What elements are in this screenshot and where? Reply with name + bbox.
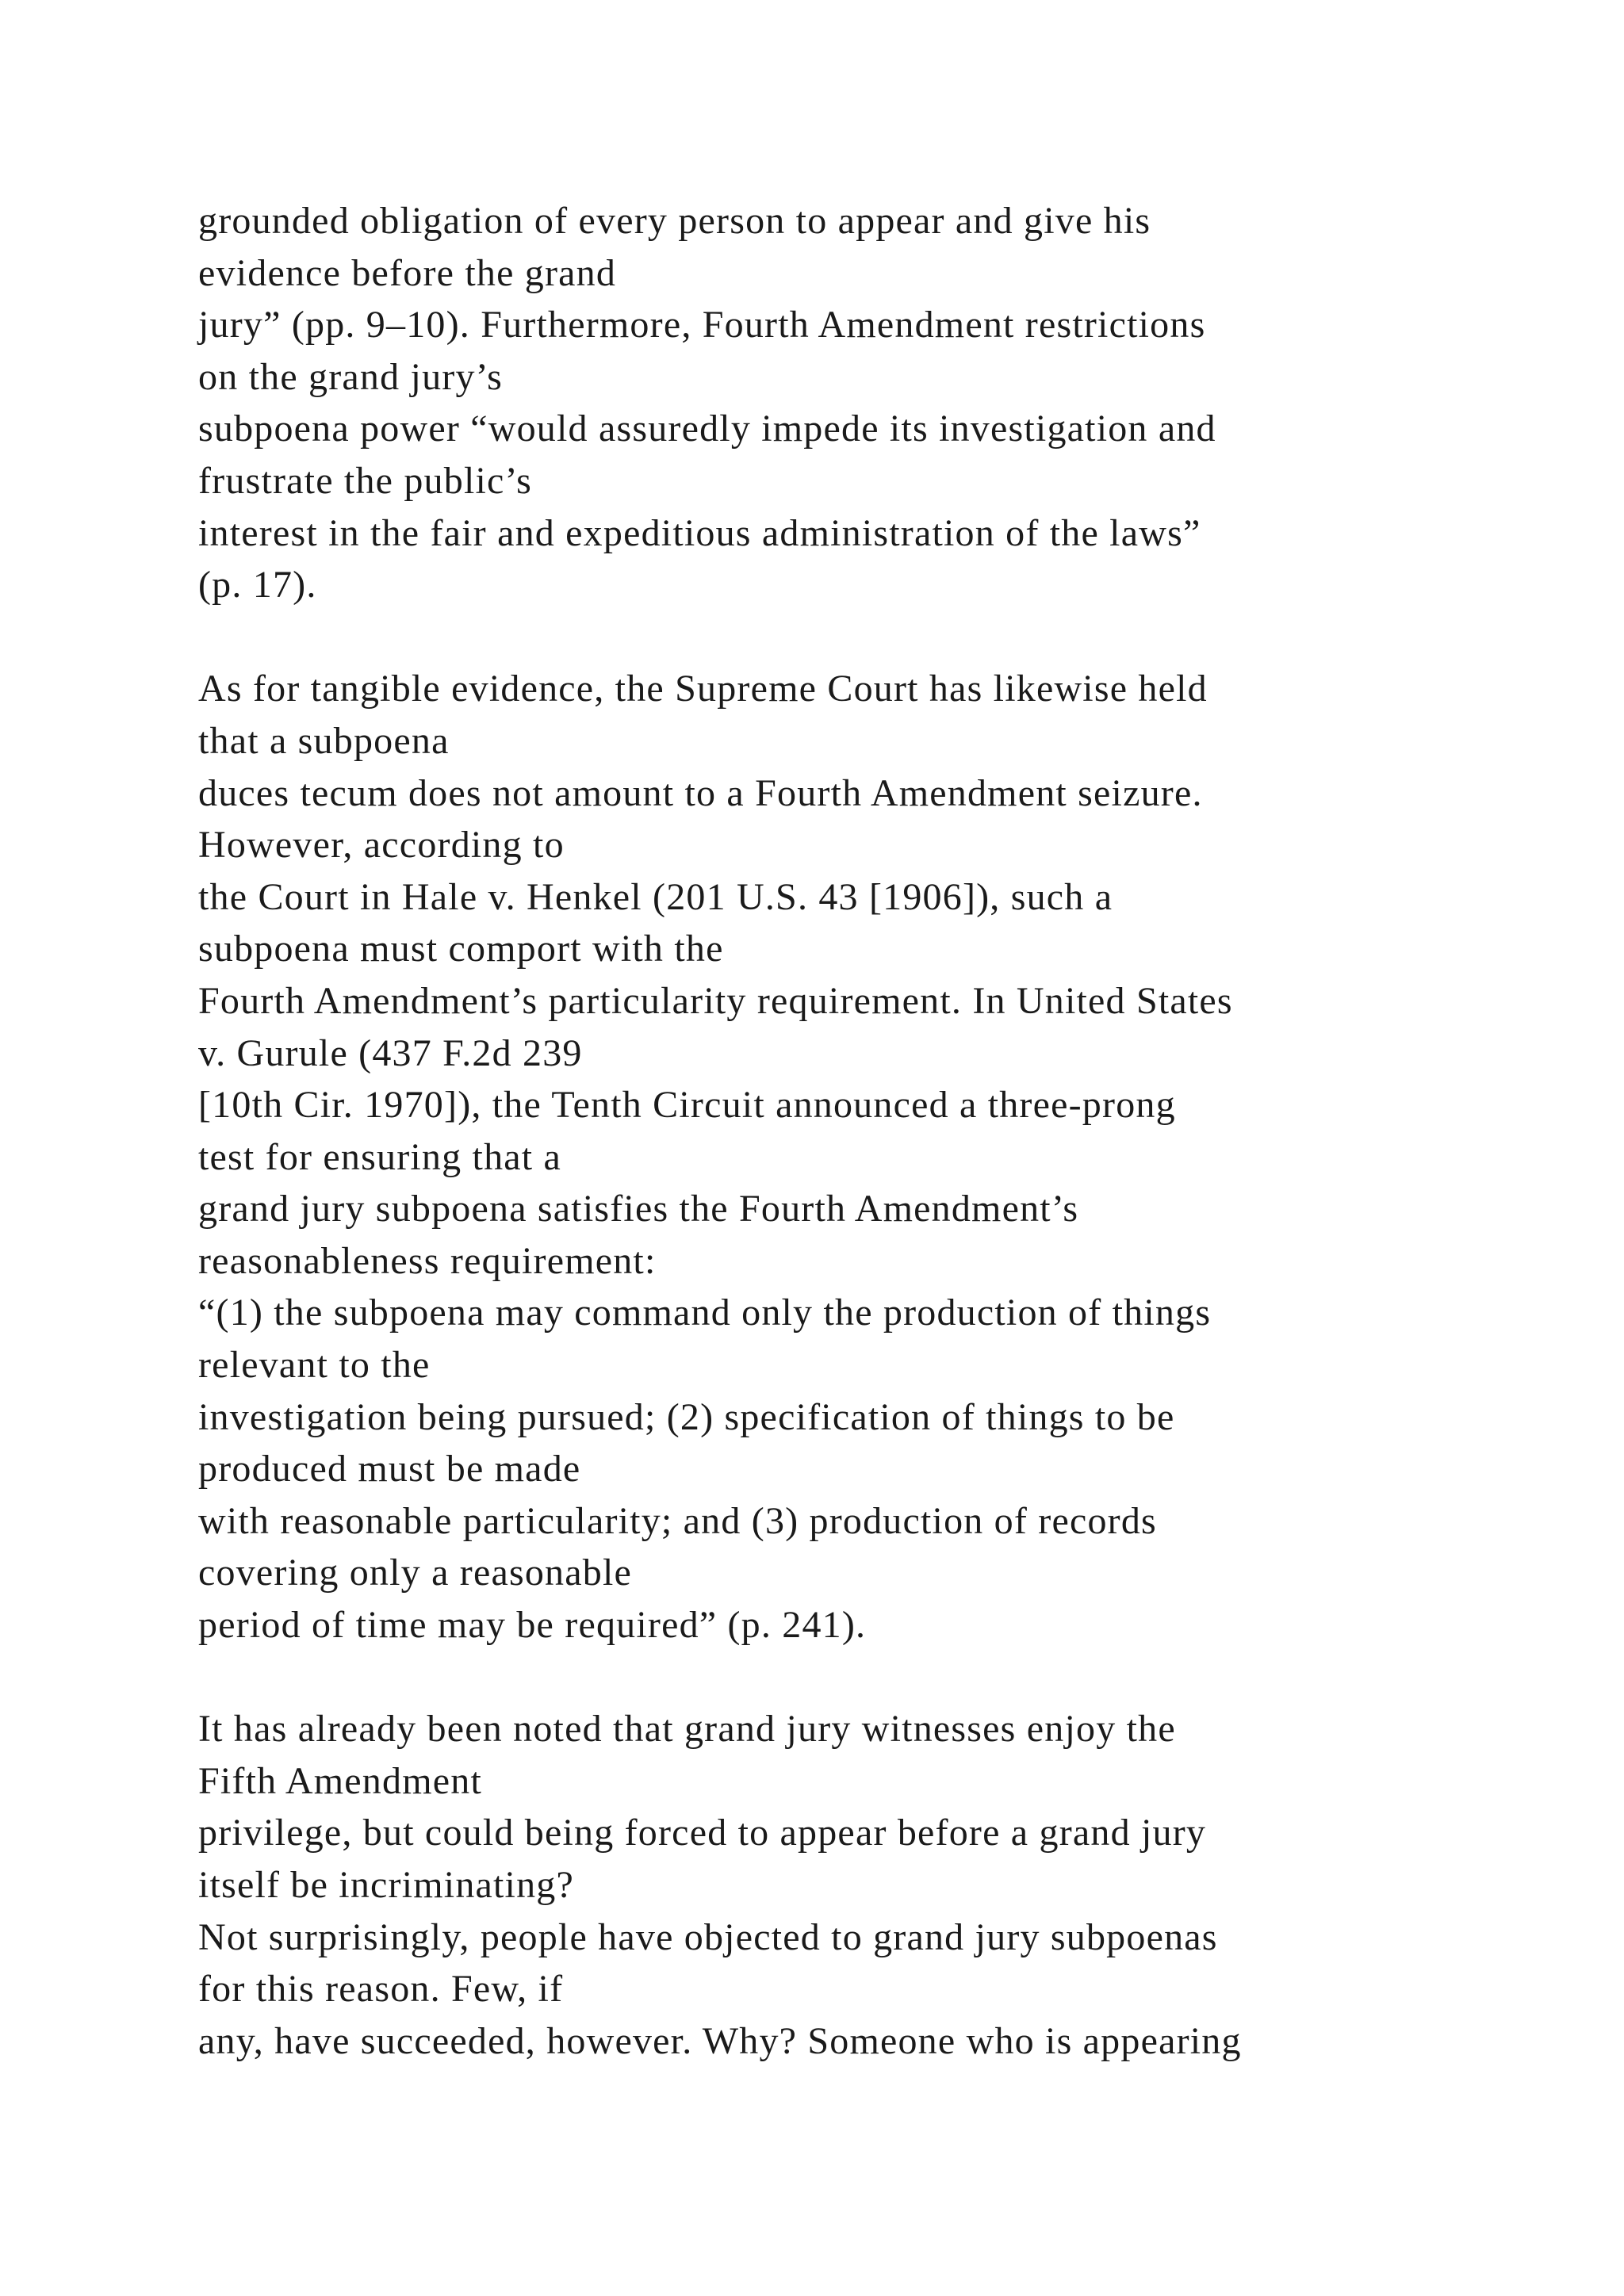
text-line: frustrate the public’s <box>198 459 532 502</box>
text-line: subpoena must comport with the <box>198 928 724 970</box>
text-line: period of time may be required” (p. 241). <box>198 1604 867 1647</box>
paragraph-3 <box>198 1703 1562 2067</box>
text-line: investigation being pursued; (2) specification of things to be <box>198 1395 1175 1438</box>
text-line: subpoena power “would assuredly impede its investigation and <box>198 408 1216 450</box>
text-line: reasonableness requirement: <box>198 1239 657 1282</box>
text-line: for this reason. Few, if <box>198 1968 564 2011</box>
text-line: jury” (pp. 9–10). Furthermore, Fourth Amendment restrictions <box>198 304 1206 346</box>
text-line: “(1) the subpoena may command only the production of things <box>198 1292 1212 1334</box>
text-line: It has already been noted that grand jury witnesses enjoy the <box>198 1708 1176 1751</box>
text-line: Fifth Amendment <box>198 1759 482 1802</box>
text-line: that a subpoena <box>198 719 450 762</box>
text-line: privilege, but could being forced to appear before a grand jury <box>198 1812 1207 1854</box>
text-line: covering only a reasonable <box>198 1552 632 1594</box>
text-line: Not surprisingly, people have objected to grand jury subpoenas <box>198 1915 1218 1958</box>
text-line: duces tecum does not amount to a Fourth Amendment seizure. <box>198 771 1203 814</box>
text-line: any, have succeeded, however. Why? Someone who is appearing <box>198 2019 1242 2062</box>
text-line: the Court in Hale v. Henkel (201 U.S. 43 [1906]), such a <box>198 875 1113 918</box>
text-line: relevant to the <box>198 1344 431 1387</box>
text-line: (p. 17). <box>198 564 317 607</box>
body-text <box>198 195 1562 2067</box>
text-line: with reasonable particularity; and (3) production of records <box>198 1499 1157 1542</box>
text-line: interest in the fair and expeditious administration of the laws” <box>198 511 1201 554</box>
text-line: produced must be made <box>198 1448 581 1490</box>
text-line: Fourth Amendment’s particularity requirement. In United States <box>198 979 1233 1022</box>
text-line: As for tangible evidence, the Supreme Court has likewise held <box>198 668 1208 710</box>
text-line: grand jury subpoena satisfies the Fourth Amendment’s <box>198 1188 1079 1230</box>
text-line: on the grand jury’s <box>198 355 504 398</box>
paragraph-1 <box>198 195 1562 611</box>
text-line: However, according to <box>198 824 565 867</box>
paragraph-2 <box>198 663 1562 1651</box>
text-line: [10th Cir. 1970]), the Tenth Circuit announced a three-prong <box>198 1084 1176 1127</box>
text-line: v. Gurule (437 F.2d 239 <box>198 1031 583 1074</box>
text-line: grounded obligation of every person to appear and give his <box>198 200 1151 242</box>
text-line: evidence before the grand <box>198 251 617 294</box>
text-line: itself be incriminating? <box>198 1864 574 1906</box>
text-line: test for ensuring that a <box>198 1135 562 1178</box>
